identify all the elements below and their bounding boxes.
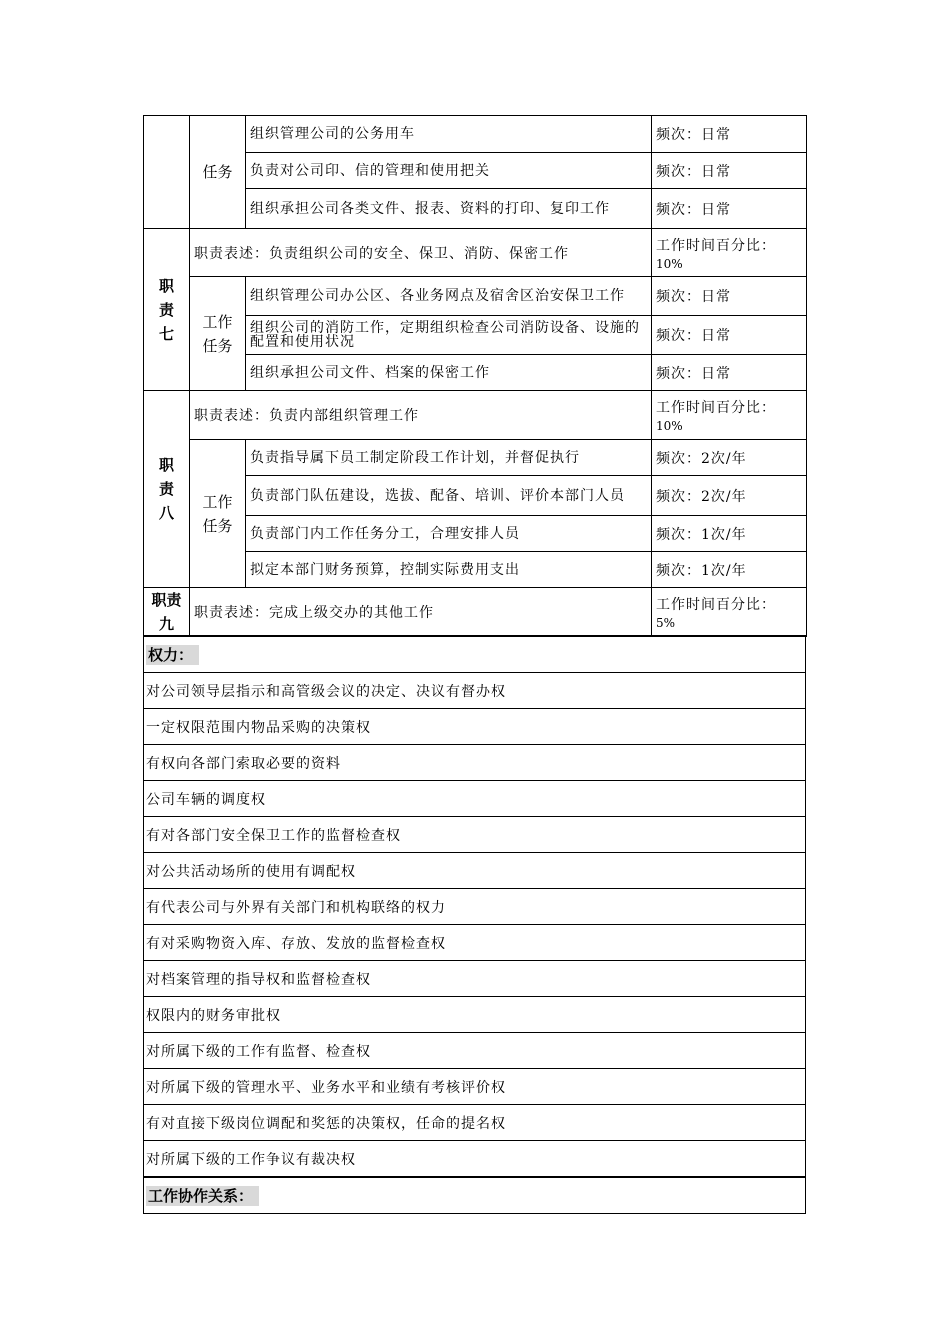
rights-row [144,673,806,709]
duty8-task-label: 工作 任务 [190,440,246,588]
duty7-time-percent [652,229,807,277]
prev-task-row [144,116,807,153]
task-text: 负责对公司印、信的管理和使用把关 [246,153,652,189]
duty8-time-percent [652,391,807,440]
task-frequency: 频次：2次/年 [652,476,807,516]
prev-duty-label-cell [144,116,190,229]
task-frequency: 频次：日常 [652,316,807,355]
collab-header-cell [144,1177,806,1214]
rights-item: 对所属下级的管理水平、业务水平和业绩有考核评价权 [144,1069,806,1105]
rights-item: 对公共活动场所的使用有调配权 [144,853,806,889]
task-text: 组织管理公司办公区、各业务网点及宿舍区治安保卫工作 [246,277,652,316]
duty9-label: 职责 九 [144,588,190,637]
task-text: 组织管理公司的公务用车 [246,116,652,153]
task-text: 组织承担公司各类文件、报表、资料的打印、复印工作 [246,189,652,229]
duty9-time-percent [652,588,807,637]
time-percent-value: 5% [656,616,676,630]
rights-item: 有对各部门安全保卫工作的监督检查权 [144,817,806,853]
rights-item: 有权向各部门索取必要的资料 [144,745,806,781]
task-frequency: 频次：2次/年 [652,440,807,476]
rights-item: 对所属下级的工作争议有裁决权 [144,1141,806,1178]
time-percent-label: 工作时间百分比： [656,400,776,416]
time-percent-label: 工作时间百分比： [656,237,776,254]
prev-task-label: 任务 [190,116,246,229]
time-percent-label: 工作时间百分比： [656,597,776,613]
duty8-task-row [144,440,807,476]
duty7-statement: 职责表述：负责组织公司的安全、保卫、消防、保密工作 [190,229,652,277]
duty9-statement-row [144,588,807,637]
task-frequency: 频次：日常 [652,153,807,189]
duty8-statement-row [144,391,807,440]
rights-row [144,1069,806,1105]
task-frequency: 频次：日常 [652,189,807,229]
rights-item: 对档案管理的指导权和监督检查权 [144,961,806,997]
rights-header-row [144,636,806,673]
collab-header-row [144,1177,806,1214]
rights-item: 对所属下级的工作有监督、检查权 [144,1033,806,1069]
duty8-label: 职 责 八 [144,391,190,588]
task-frequency: 频次：1次/年 [652,552,807,588]
rights-row [144,961,806,997]
rights-row [144,1033,806,1069]
task-text: 负责部门内工作任务分工，合理安排人员 [246,516,652,552]
collab-title: 工作协作关系： [146,1186,259,1206]
rights-row [144,925,806,961]
rights-table [143,635,806,1214]
rights-title: 权力： [146,645,199,665]
rights-item: 有对直接下级岗位调配和奖惩的决策权，任命的提名权 [144,1105,806,1141]
task-frequency: 频次：日常 [652,277,807,316]
task-frequency: 频次：日常 [652,355,807,391]
rights-row [144,781,806,817]
time-percent-value: 10% [656,256,683,271]
rights-item: 权限内的财务审批权 [144,997,806,1033]
task-text: 组织公司的消防工作，定期组织检查公司消防设备、设施的配置和使用状况 [246,316,652,355]
task-frequency: 频次：日常 [652,116,807,153]
duty8-statement: 职责表述：负责内部组织管理工作 [190,391,652,440]
rights-row [144,1141,806,1178]
task-text: 负责指导属下员工制定阶段工作计划，并督促执行 [246,440,652,476]
task-text: 拟定本部门财务预算，控制实际费用支出 [246,552,652,588]
rights-item: 公司车辆的调度权 [144,781,806,817]
task-text: 负责部门队伍建设，选拔、配备、培训、评价本部门人员 [246,476,652,516]
rights-row [144,745,806,781]
rights-row [144,1105,806,1141]
time-percent-value: 10% [656,419,683,433]
rights-item: 有对采购物资入库、存放、发放的监督检查权 [144,925,806,961]
duty7-task-row [144,277,807,316]
rights-row [144,997,806,1033]
task-frequency: 频次：1次/年 [652,516,807,552]
rights-item: 有代表公司与外界有关部门和机构联络的权力 [144,889,806,925]
duties-table [143,115,807,637]
rights-item: 对公司领导层指示和高管级会议的决定、决议有督办权 [144,673,806,709]
rights-header-cell [144,636,806,673]
rights-item: 一定权限范围内物品采购的决策权 [144,709,806,745]
rights-row [144,709,806,745]
duty7-statement-row [144,229,807,277]
task-text: 组织承担公司文件、档案的保密工作 [246,355,652,391]
rights-row [144,889,806,925]
duty7-label: 职 责 七 [144,229,190,391]
duty9-statement: 职责表述：完成上级交办的其他工作 [190,588,652,637]
duty7-task-label: 工作 任务 [190,277,246,391]
rights-row [144,853,806,889]
rights-row [144,817,806,853]
